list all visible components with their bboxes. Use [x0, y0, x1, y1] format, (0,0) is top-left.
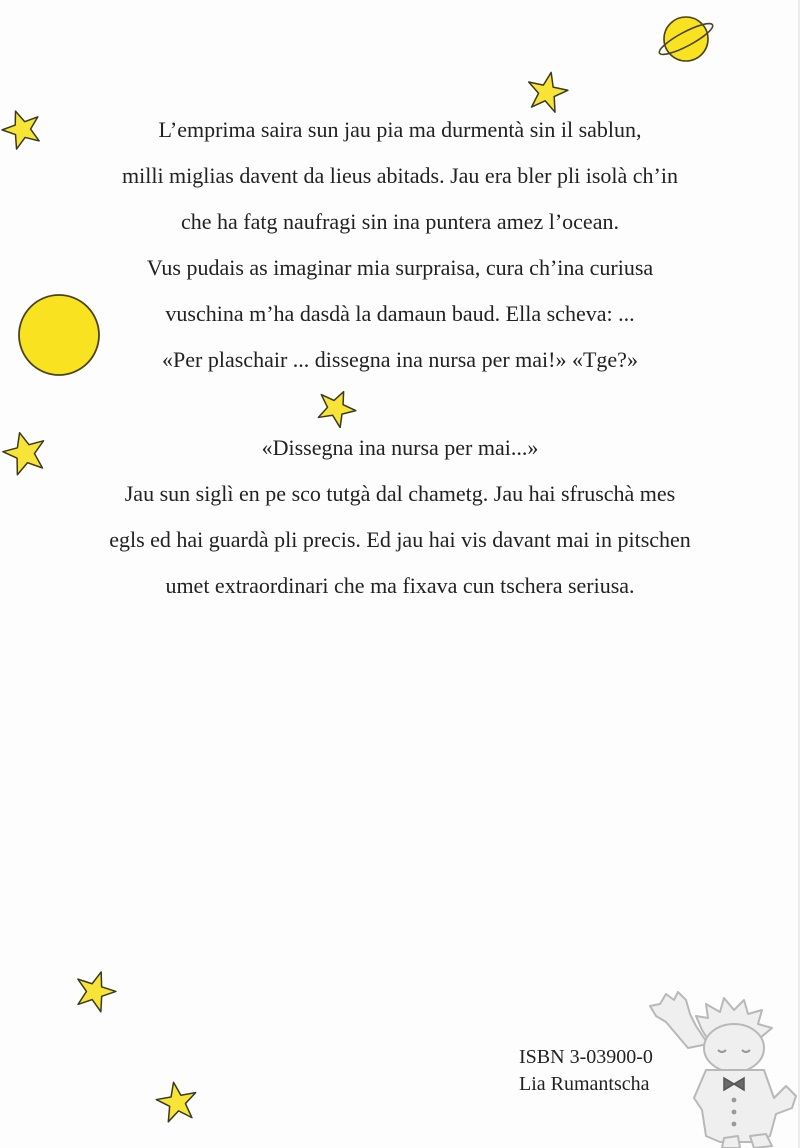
- text-line: egls ed hai guardà pli precis. Ed jau hai vis davant mai in pitschen: [109, 527, 691, 552]
- text-line: Jau sun siglì en pe sco tutgà dal chametg. Jau hai sfruschà mes: [124, 481, 676, 506]
- story-paragraph-2: [0, 425, 800, 609]
- isbn-number: ISBN 3-03900-0: [519, 1046, 653, 1068]
- text-line: «Per plaschair ... dissegna ina nursa per mai!» «Tge?»: [162, 347, 638, 372]
- star-icon: [314, 388, 358, 428]
- star-icon: [72, 968, 118, 1014]
- text-line: milli miglias davent da lieus abitads. Jau era bler pli isolà ch’in: [122, 163, 678, 188]
- publisher-name: Lia Rumantscha: [519, 1073, 650, 1095]
- text-line: umet extraordinari che ma fixava cun tschera seriusa.: [165, 573, 635, 598]
- little-prince-illustration: [636, 986, 800, 1148]
- text-line: che ha fatg naufragi sin ina puntera amez l’ocean.: [181, 209, 619, 234]
- text-line: L’emprima saira sun jau pia ma durmentà sin il sablun,: [158, 117, 642, 142]
- planet-icon: [654, 8, 718, 68]
- text-line: vuschina m’ha dasdà la damaun baud. Ella scheva: ...: [165, 301, 635, 326]
- text-line: «Dissegna ina nursa per mai...»: [261, 435, 539, 460]
- story-paragraph-1: [0, 107, 800, 383]
- book-credits: [519, 1044, 653, 1098]
- text-line: Vus pudais as imaginar mia surpraisa, cura ch’ina curiusa: [146, 255, 654, 280]
- star-icon: [154, 1080, 200, 1124]
